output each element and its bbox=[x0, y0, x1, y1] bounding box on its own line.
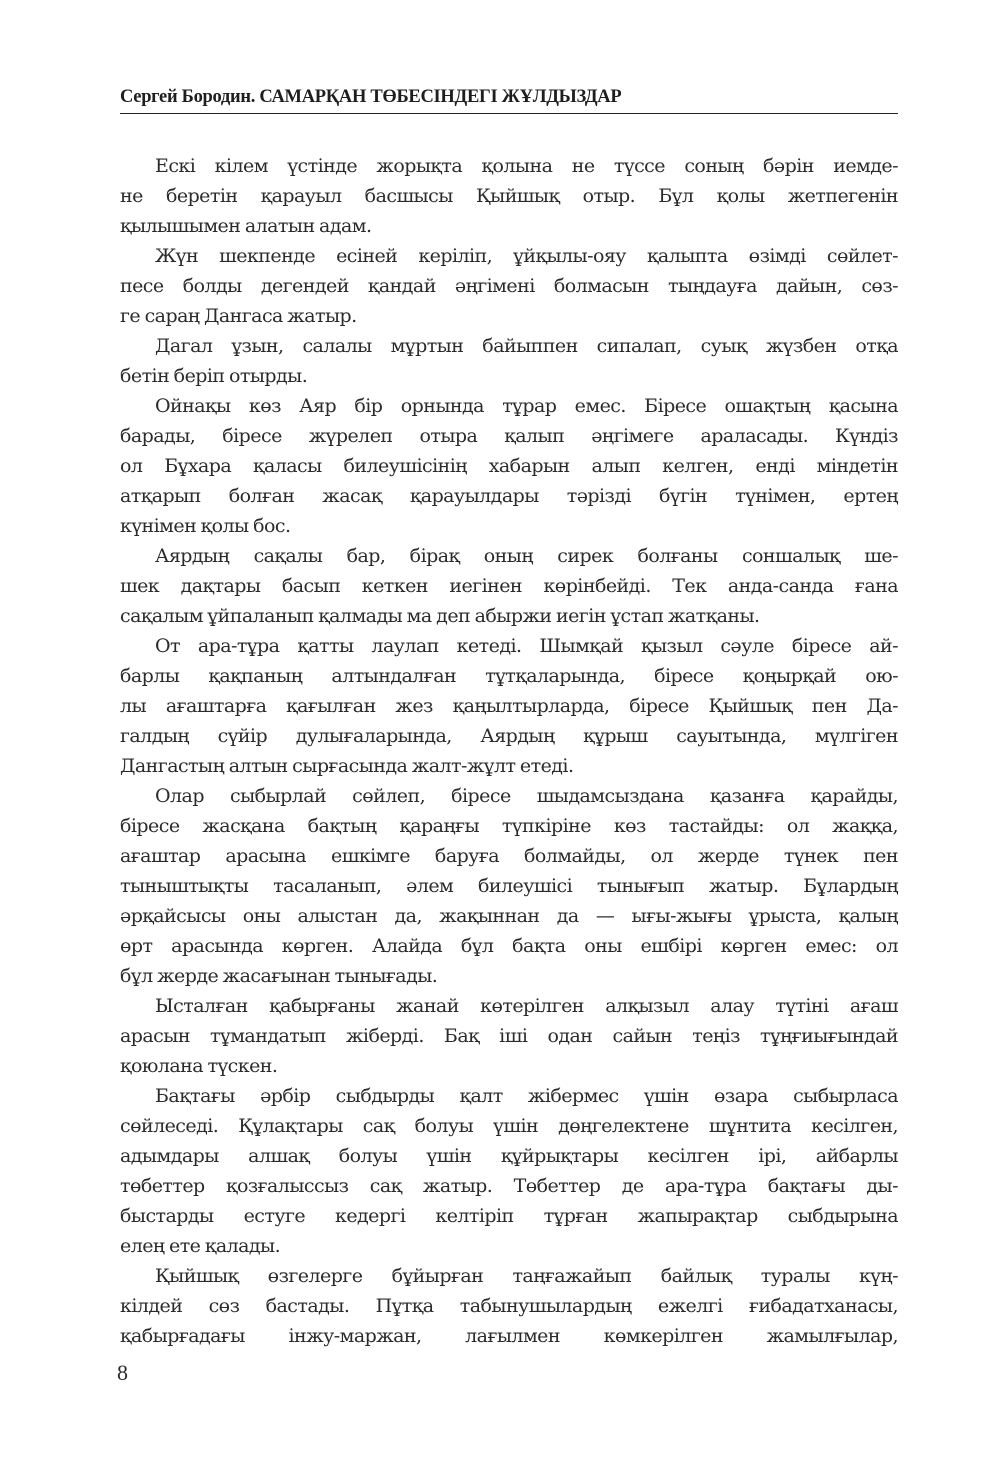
text-line: өрт арасында көрген. Алайда бұл бақта оны ешбірі көрген емес: ол bbox=[120, 935, 898, 957]
text-line: қылышымен алатын адам. bbox=[120, 215, 372, 237]
text-line: Дангастың алтын сырғасында жалт-жұлт етеді. bbox=[120, 755, 574, 777]
text-line: Ысталған қабырғаны жанай көтерілген алқызыл алау түтіні ағаш bbox=[155, 995, 898, 1017]
text-line: сақалым ұйпаланып қалмады ма деп абыржи иегін ұстап жатқаны. bbox=[120, 605, 760, 627]
paragraph bbox=[120, 331, 898, 391]
text-line: біресе жасқана бақтың қараңғы түпкіріне көз тастайды: ол жаққа, bbox=[120, 815, 898, 837]
running-head-author: Сергей Бородин. bbox=[120, 87, 256, 107]
text-line: бетін беріп отырды. bbox=[120, 365, 308, 387]
text-line: атқарып болған жасақ қарауылдары тәрізді бүгін түнімен, ертең bbox=[120, 485, 898, 507]
running-head-title: САМАРҚАН ТӨБЕСІНДЕГІ ЖҰЛДЫЗДАР bbox=[259, 87, 622, 107]
paragraph bbox=[120, 541, 898, 631]
paragraph bbox=[120, 151, 898, 241]
text-line: Дагал ұзын, салалы мұртын байыппен сипалап, суық жүзбен отқа bbox=[155, 335, 898, 357]
text-line: арасын тұмандатып жіберді. Бақ іші одан сайын теңіз тұңғиығындай bbox=[120, 1025, 898, 1047]
text-line: барады, біресе жүрелеп отыра қалып әңгімеге араласады. Күндіз bbox=[120, 425, 898, 447]
paragraph bbox=[120, 1081, 898, 1261]
text-line: ағаштар арасына ешкімге баруға болмайды, ол жерде түнек пен bbox=[120, 845, 898, 867]
text-line: галдың сүйір дулығаларында, Аярдың құрыш сауытында, мүлгіген bbox=[120, 725, 898, 747]
text-line: шек дақтары басып кеткен иегінен көрінбейді. Тек анда-санда ғана bbox=[120, 575, 898, 597]
text-line: қоюлана түскен. bbox=[120, 1055, 278, 1077]
text-line: сөйлеседі. Құлақтары сақ болуы үшін дөңгелектене шұнтита кесілген, bbox=[120, 1115, 898, 1137]
text-line: елең ете қалады. bbox=[120, 1235, 281, 1257]
text-line: Бақтағы әрбір сыбдырды қалт жібермес үшін өзара сыбырласа bbox=[155, 1085, 898, 1107]
text-line: тыныштықты тасаланып, әлем билеушісі тынығып жатыр. Бұлардың bbox=[120, 875, 898, 897]
text-line: Жүн шекпенде есіней керіліп, ұйқылы-ояу қалыпта өзімді сөйлет- bbox=[155, 245, 898, 267]
paragraph bbox=[120, 631, 898, 781]
text-line: барлы қақпаның алтындалған тұтқаларында, біресе қоңырқай ою- bbox=[120, 665, 898, 687]
text-line: Қыйшық өзгелерге бұйырған таңғажайып байлық туралы күң- bbox=[155, 1265, 898, 1287]
text-line: лы ағаштарға қағылған жез қаңылтырларда, біресе Қыйшық пен Да- bbox=[120, 695, 898, 717]
text-line: Олар сыбырлай сөйлеп, біресе шыдамсыздана қазанға қарайды, bbox=[155, 785, 898, 807]
paragraph bbox=[120, 781, 898, 991]
text-line: қабырғадағы інжу-маржан, лағылмен көмкерілген жамылғылар, bbox=[120, 1325, 898, 1347]
text-line: ге сараң Дангаса жатыр. bbox=[120, 305, 357, 327]
text-line: төбеттер қозғалыссыз сақ жатыр. Төбеттер де ара-тұра бақтағы ды- bbox=[120, 1175, 898, 1197]
text-line: күнімен қолы бос. bbox=[120, 515, 291, 537]
running-head bbox=[120, 86, 898, 114]
text-line: От ара-тұра қатты лаулап кетеді. Шымқай қызыл сәуле біресе ай- bbox=[155, 635, 898, 657]
text-line: Аярдың сақалы бар, бірақ оның сирек болғаны соншалық ше- bbox=[155, 545, 898, 567]
page-number: 8 bbox=[117, 1360, 128, 1385]
text-line: быстарды естуге кедергі келтіріп тұрған жапырақтар сыбдырына bbox=[120, 1205, 898, 1227]
text-line: кілдей сөз бастады. Пұтқа табынушылардың ежелгі ғибадатханасы, bbox=[120, 1295, 898, 1317]
paragraph bbox=[120, 1261, 898, 1351]
paragraph bbox=[120, 991, 898, 1081]
text-line: әрқайсысы оны алыстан да, жақыннан да — ығы-жығы ұрыста, қалың bbox=[120, 905, 898, 927]
text-line: адымдары алшақ болуы үшін құйрықтары кесілген ірі, айбарлы bbox=[120, 1145, 898, 1167]
body-text bbox=[120, 151, 898, 1351]
paragraph bbox=[120, 391, 898, 541]
text-line: Ойнақы көз Аяр бір орнында тұрар емес. Біресе ошақтың қасына bbox=[155, 395, 898, 417]
text-line: ол Бұхара қаласы билеушісінің хабарын алып келген, енді міндетін bbox=[120, 455, 898, 477]
paragraph bbox=[120, 241, 898, 331]
text-line: не беретін қарауыл басшысы Қыйшық отыр. Бұл қолы жетпегенін bbox=[120, 185, 898, 207]
text-line: Ескі кілем үстінде жорықта қолына не түссе соның бәрін иемде- bbox=[155, 155, 898, 177]
text-line: песе болды дегендей қандай әңгімені болмасын тыңдауға дайын, сөз- bbox=[120, 275, 898, 297]
text-line: бұл жерде жасағынан тынығады. bbox=[120, 965, 438, 987]
